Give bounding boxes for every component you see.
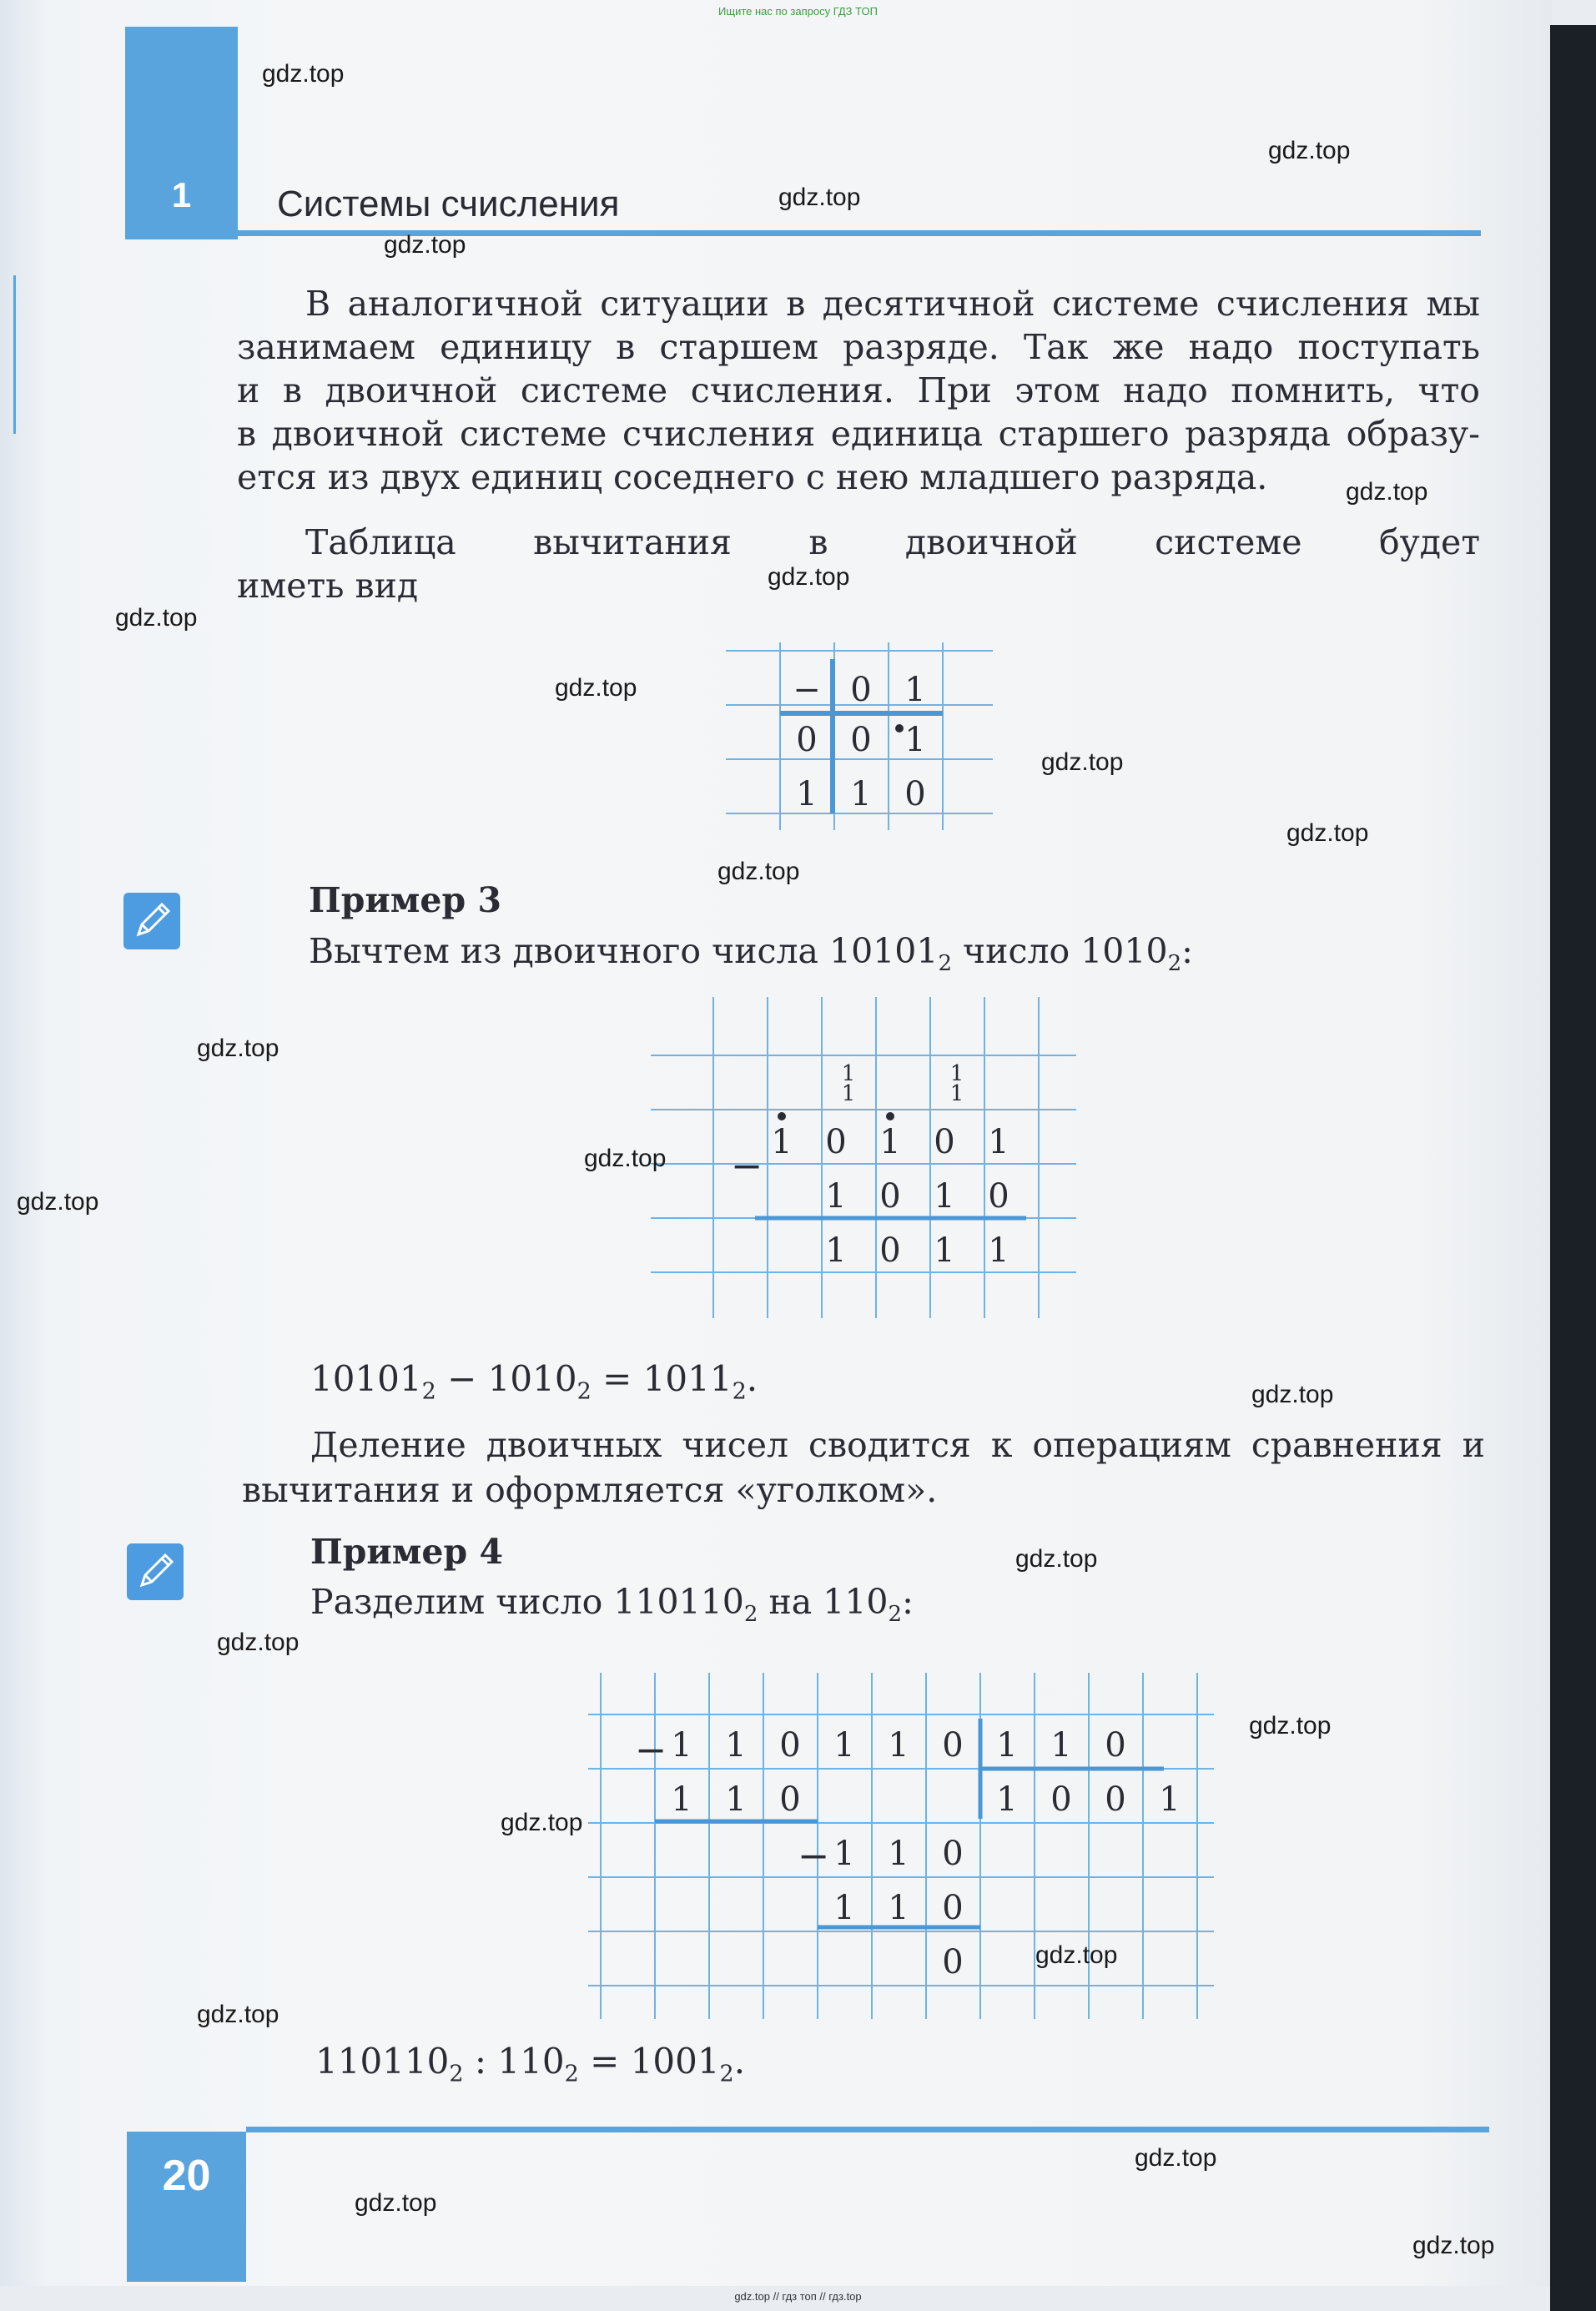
paragraph-1-line-1: В аналогичной ситуации в десятичной системе счисления мы [305,284,1480,324]
watermark: gdz.top [197,2001,279,2028]
chapter-number: 1 [171,175,192,214]
remainder-digit: 0 [942,1943,964,1981]
subtrahend-digit: 1 [888,1889,909,1927]
example-3-subtraction-grid [651,997,1085,1326]
minuend-digit: 0 [934,1123,955,1161]
subtrahend-digit: 1 [725,1780,747,1819]
difference-digit: 1 [988,1231,1009,1270]
watermark: gdz.top [384,231,466,259]
dividend-digit: 1 [888,1726,909,1765]
bottom-note: gdz.top // гдз топ // гдз.top [734,2290,862,2303]
subtraction-table [726,642,1001,838]
borrow-dot [778,1112,786,1120]
sub-table-operator: − [793,671,821,709]
paragraph-3-line-2: вычитания и оформляется «уголком». [242,1470,938,1510]
watermark: gdz.top [1346,478,1428,506]
watermark: gdz.top [197,1035,279,1062]
watermark: gdz.top [1249,1712,1332,1740]
divisor-digit: 1 [1050,1726,1072,1765]
watermark: gdz.top [17,1188,99,1216]
minuend-digit: 1 [879,1123,901,1161]
subtrahend-digit: 0 [988,1177,1009,1216]
quotient-digit: 0 [1050,1780,1072,1819]
watermark: gdz.top [262,60,345,88]
borrow-mark: 1 [949,1061,964,1086]
watermark: gdz.top [115,604,198,632]
sub-table-cell: 0 [904,775,926,813]
minuend-digit: 0 [825,1123,847,1161]
watermark: gdz.top [217,1629,300,1656]
watermark: gdz.top [1412,2232,1495,2259]
example-4-intro: Разделим число $110110_2$ на $110_2$: [310,1582,914,1628]
paragraph-1-line-4: в двоичной системе счисления единица старшего разряда образу- [237,414,1480,454]
example-4-division-grid [588,1673,1222,2027]
minus-sign: − [797,1833,830,1878]
subtrahend-digit: 1 [825,1177,847,1216]
sub-table-header-0: 0 [850,671,872,709]
example-3-title: Пример 3 [309,880,501,920]
dividend-digit: 0 [942,1726,964,1765]
top-note: Ищите нас по запросу ГДЗ ТОП [718,5,878,18]
borrow-mark: 1 [841,1061,856,1086]
quotient-digit: 1 [1159,1780,1181,1819]
dividend-digit: 0 [779,1726,801,1765]
paragraph-1-line-3: и в двоичной системе счисления. При этом надо помнить, что [237,370,1480,410]
sub-table-cell: 1 [904,721,926,759]
watermark: gdz.top [1135,2144,1217,2172]
difference-digit: 1 [934,1231,955,1270]
example-3-intro: Вычтем из двоичного числа $10101_2$ число $1010_2$: [309,931,1193,977]
watermark: gdz.top [1251,1381,1334,1408]
difference-digit: 1 [825,1231,847,1270]
subtrahend-digit: 1 [934,1177,955,1216]
watermark: gdz.top [768,563,850,591]
sub-table-row-label-1: 1 [796,775,818,813]
minuend-digit: 1 [988,1123,1009,1161]
difference-digit: 0 [879,1231,901,1270]
watermark: gdz.top [1286,819,1369,847]
sub-table-cell: 1 [850,775,872,813]
scan-edge [1550,25,1596,2311]
borrow-mark: 1 [841,1081,856,1106]
watermark: gdz.top [355,2189,437,2217]
borrow-dot [886,1112,894,1120]
paragraph-1-line-5: ется из двух единиц соседнего с нею младшего разряда. [237,457,1268,497]
example-4-result: $110110_2$ : $110_2 = 1001_2$. [315,2041,746,2087]
watermark: gdz.top [501,1809,583,1836]
watermark: gdz.top [778,184,861,211]
subtrahend-digit: 0 [942,1889,964,1927]
watermark: gdz.top [1268,137,1351,164]
margin-line [13,275,16,434]
paragraph-3-line-1: Деление двоичных чисел сводится к операциям сравнения и [310,1425,1485,1465]
watermark: gdz.top [1015,1545,1098,1573]
watermark: gdz.top [1041,748,1124,776]
paragraph-2-line-1: Таблица вычитания в двоичной системе будет [305,522,1480,562]
watermark: gdz.top [1035,1941,1118,1969]
partial-minuend-digit: 1 [888,1835,909,1873]
watermark: gdz.top [717,858,800,885]
dividend-digit: 1 [671,1726,692,1765]
quotient-digit: 0 [1105,1780,1126,1819]
divisor-digit: 1 [996,1726,1018,1765]
example-3-result: $10101_2 - 1010_2 = 1011_2$. [310,1358,758,1405]
page-number: 20 [162,2152,211,2200]
pencil-icon [127,1543,184,1600]
minuend-digit: 1 [771,1123,793,1161]
subtrahend-digit: 0 [879,1177,901,1216]
footer-rule [246,2127,1489,2132]
pencil-icon [123,893,180,949]
watermark: gdz.top [584,1145,667,1172]
minus-sign: − [730,1143,763,1188]
dividend-digit: 1 [833,1726,855,1765]
divisor-digit: 0 [1105,1726,1126,1765]
borrow-mark: 1 [949,1081,964,1106]
quotient-digit: 1 [996,1780,1018,1819]
partial-minuend-digit: 1 [833,1835,855,1873]
sub-table-cell: 0 [850,721,872,759]
chapter-title: Системы счисления [277,184,620,224]
subtrahend-digit: 0 [779,1780,801,1819]
minus-sign: − [634,1727,667,1772]
watermark: gdz.top [555,674,637,702]
example-4-title: Пример 4 [310,1532,503,1572]
borrow-dot [895,724,904,733]
dividend-digit: 1 [725,1726,747,1765]
partial-minuend-digit: 0 [942,1835,964,1873]
subtrahend-digit: 1 [833,1889,855,1927]
paragraph-1-line-2: занимаем единицу в старшем разряде. Так же надо поступать [237,327,1480,367]
subtrahend-digit: 1 [671,1780,692,1819]
sub-table-row-label-0: 0 [796,721,818,759]
sub-table-header-1: 1 [904,671,926,709]
paragraph-2-line-2: иметь вид [237,566,419,606]
